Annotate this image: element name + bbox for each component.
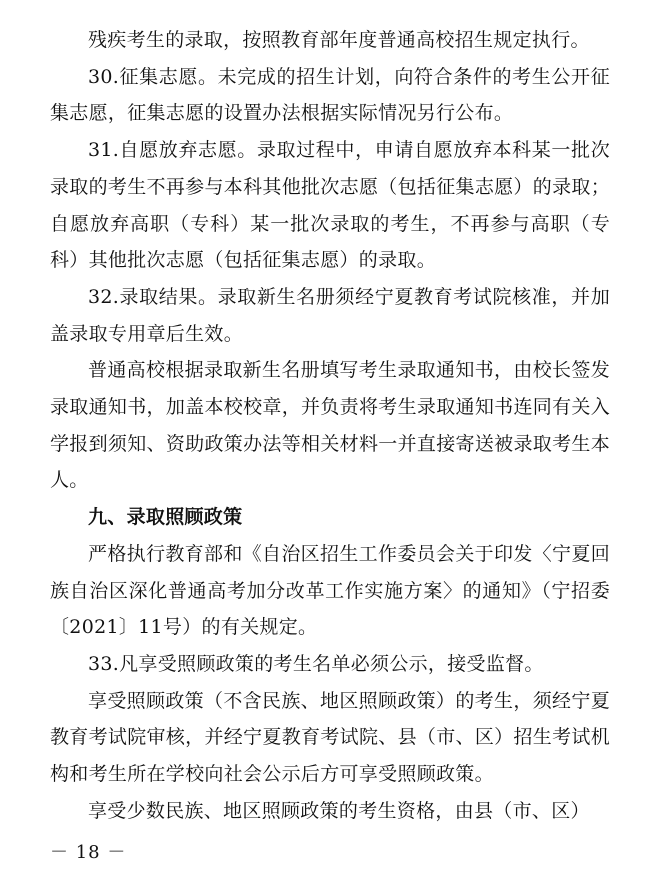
paragraph-33-publicity: 33.凡享受照顾政策的考生名单必须公示，接受监督。 [88, 652, 544, 675]
document-body [50, 22, 610, 829]
paragraph-strict-execution: 严格执行教育部和《自治区招生工作委员会关于印发〈宁夏回族自治区深化普通高考加分改革工作实施方案〉的通知》（宁招委〔2021〕11号）的有关规定。 [50, 542, 610, 639]
paragraph-minority-eligibility: 享受少数民族、地区照顾政策的考生资格，由县（市、区） [88, 799, 590, 822]
paragraph-admission-notice: 普通高校根据录取新生名册填写考生录取通知书，由校长签发录取通知书，加盖本校校章，并负责将考生录取通知书连同有关入学报到须知、资助政策办法等相关材料一并直接寄送被录取考生本人。 [50, 359, 610, 492]
page-number: － 18 － [50, 842, 127, 863]
section-heading-care-policy: 九、录取照顾政策 [88, 506, 243, 529]
paragraph-care-policy-review: 享受照顾政策（不含民族、地区照顾政策）的考生，须经宁夏教育考试院审核，并经宁夏教育考试院、县（市、区）招生考试机构和考生所在学校向社会公示后方可享受照顾政策。 [50, 689, 610, 786]
paragraph-disabled-admission: 残疾考生的录取，按照教育部年度普通高校招生规定执行。 [88, 29, 590, 51]
paragraph-32-admission-result: 32.录取结果。录取新生名册须经宁夏教育考试院核准，并加盖录取专用章后生效。 [50, 285, 610, 345]
paragraph-31-voluntary-abandonment: 31.自愿放弃志愿。录取过程中，申请自愿放弃本科某一批次录取的考生不再参与本科其他批次志愿（包括征集志愿）的录取；自愿放弃高职（专科）某一批次录取的考生，不再参与高职（专科）其他批次志愿（包括征集志愿）的录取。 [50, 139, 610, 272]
paragraph-30-solicited-volunteer: 30.征集志愿。未完成的招生计划，向符合条件的考生公开征集志愿，征集志愿的设置办法根据实际情况另行公布。 [50, 65, 610, 125]
